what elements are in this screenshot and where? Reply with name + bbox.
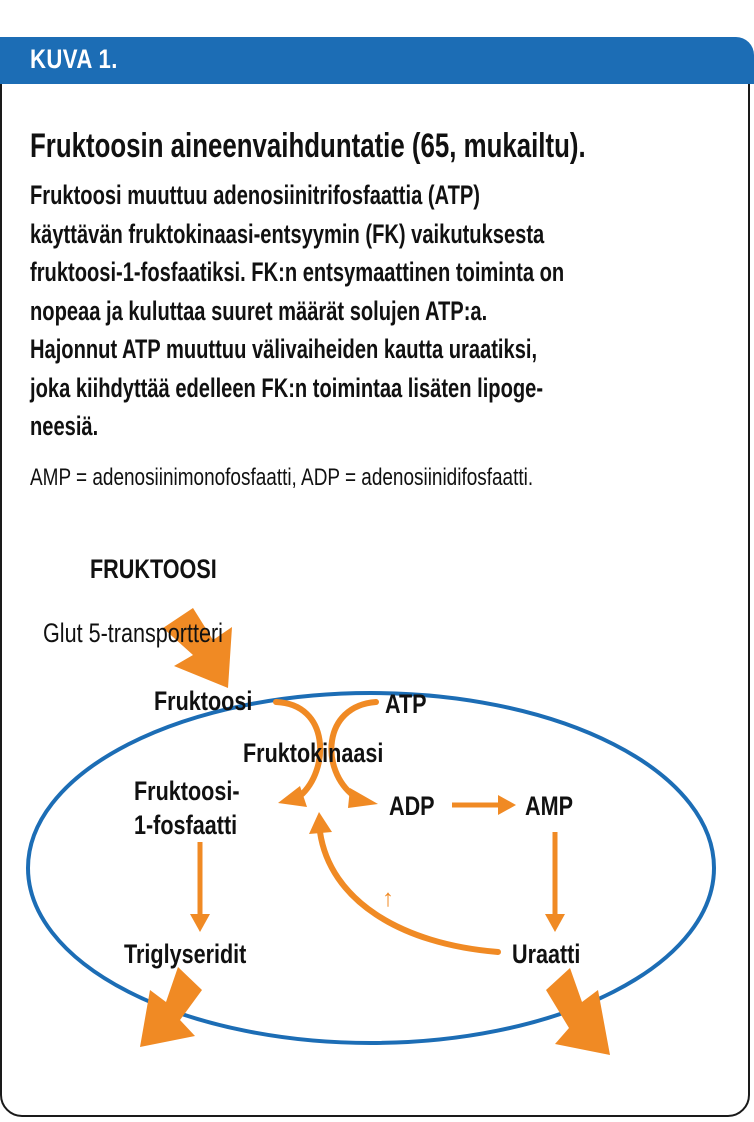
abbreviation-note: AMP = adenosiinimonofosfaatti, ADP = adenosiinidifosfaatti. — [30, 464, 534, 491]
label-triglycerides: Triglyseridit — [124, 939, 247, 970]
urate-arrowhead — [545, 914, 565, 932]
f1p-arrowhead — [278, 786, 307, 807]
triglyceride-export-arrow — [140, 967, 202, 1047]
label-urate: Uraatti — [512, 939, 581, 970]
label-fructose-outside: FRUKTOOSI — [90, 554, 217, 585]
urate-export-arrow — [546, 968, 610, 1055]
description-line: käyttävän fruktokinaasi-entsyymin (FK) vaikutuksesta — [30, 218, 545, 249]
amp-arrowhead — [498, 795, 516, 815]
label-glut5-transporter: Glut 5-transportteri — [43, 618, 223, 649]
label-adp: ADP — [389, 791, 435, 822]
triglycerides-arrowhead — [190, 914, 210, 932]
label-fructose: Fruktoosi — [154, 686, 253, 717]
label-amp: AMP — [525, 791, 573, 822]
description-line: neesiä. — [30, 411, 99, 441]
figure-title: Fruktoosin aineenvaihduntatie (65, mukailtu). — [30, 127, 586, 165]
description-line: fruktoosi-1-fosfaatiksi. FK:n entsymaattinen toiminta on — [30, 257, 565, 287]
description-line: nopeaa ja kuluttaa suuret määrät solujen ATP:a. — [30, 295, 488, 326]
stimulation-up-arrow: ↑ — [382, 885, 394, 912]
label-f1p-line2: 1-fosfaatti — [134, 810, 238, 841]
feedback-arrowhead — [309, 812, 332, 834]
description-line: Hajonnut ATP muuttuu välivaiheiden kautta uraatiksi, — [30, 334, 538, 364]
adp-arrowhead — [348, 788, 378, 808]
description-line: joka kiihdyttää edelleen FK:n toimintaa lisäten lipoge- — [30, 372, 544, 403]
urate-feedback-arrow — [320, 832, 498, 952]
label-f1p-line1: Fruktoosi- — [134, 776, 240, 807]
label-fructokinase: Fruktokinaasi — [243, 738, 384, 769]
figure-label: KUVA 1. — [30, 44, 118, 74]
description-line: Fruktoosi muuttuu adenosiinitrifosfaattia (ATP) — [30, 180, 480, 210]
label-atp: ATP — [385, 689, 427, 720]
